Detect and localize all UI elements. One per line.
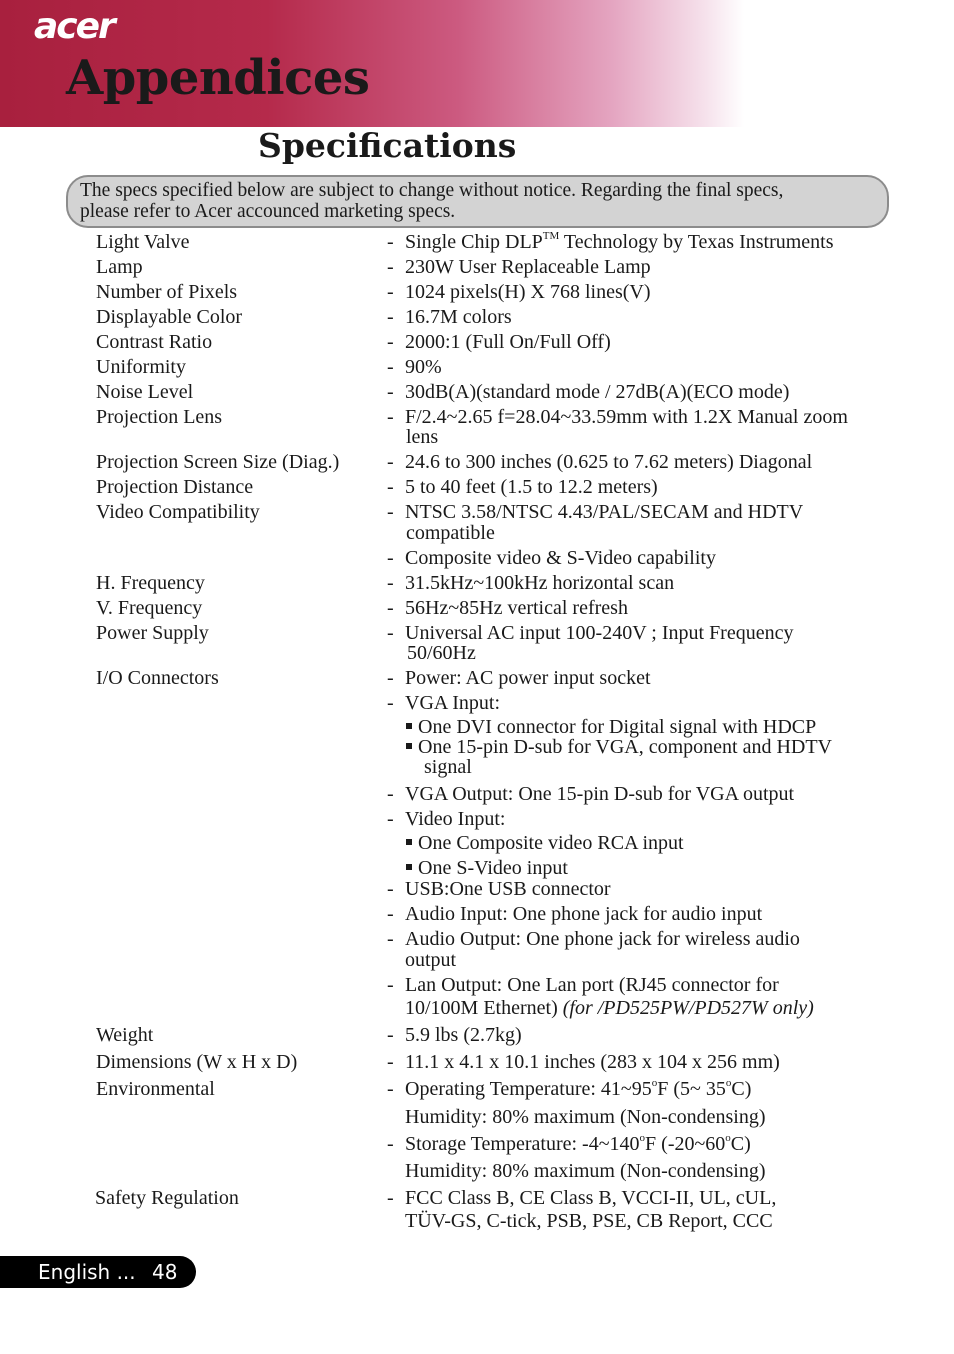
- spec-dash: -: [387, 547, 394, 569]
- spec-value: 1024 pixels(H) X 768 lines(V): [405, 281, 651, 303]
- spec-value: 230W User Replaceable Lamp: [405, 256, 651, 278]
- bullet-item: [406, 858, 568, 878]
- chapter-title: Appendices: [66, 50, 370, 106]
- spec-value: [405, 1134, 751, 1157]
- bullet-item: [406, 717, 816, 737]
- spec-dash: -: [387, 974, 394, 996]
- spec-value: VGA Input:: [405, 692, 500, 714]
- bullet-text: One S-Video input: [418, 857, 568, 879]
- spec-label: Light Valve: [96, 231, 190, 253]
- acer-logo: acer: [34, 6, 114, 47]
- value-text: F (5~ 35: [657, 1078, 726, 1100]
- spec-label: Projection Screen Size (Diag.): [96, 451, 340, 473]
- spec-label: Uniformity: [96, 356, 186, 378]
- spec-value: Lan Output: One Lan port (RJ45 connector for: [405, 974, 779, 996]
- spec-dash: -: [387, 476, 394, 498]
- spec-value-continued: TÜV-GS, C-tick, PSB, PSE, CB Report, CCC: [405, 1210, 773, 1232]
- spec-dash: -: [387, 451, 394, 473]
- spec-dash: -: [387, 667, 394, 689]
- spec-dash: -: [387, 903, 394, 925]
- bullet-text: One Composite video RCA input: [418, 832, 684, 854]
- spec-dash: -: [387, 622, 394, 644]
- humidity-operating: Humidity: 80% maximum (Non-condensing): [405, 1106, 766, 1128]
- spec-value: 31.5kHz~100kHz horizontal scan: [405, 572, 675, 594]
- spec-value: 5 to 40 feet (1.5 to 12.2 meters): [405, 476, 658, 498]
- spec-value: [405, 1079, 751, 1102]
- degree-superscript: o: [651, 1077, 658, 1089]
- trademark-superscript: TM: [542, 230, 560, 242]
- value-text: C): [731, 1078, 752, 1100]
- humidity-storage: Humidity: 80% maximum (Non-condensing): [405, 1160, 766, 1182]
- spec-label: Weight: [96, 1024, 154, 1046]
- spec-dash: -: [387, 783, 394, 805]
- spec-dash: -: [387, 1187, 394, 1209]
- spec-dash: -: [387, 1078, 394, 1100]
- value-text: F (-20~60: [645, 1133, 726, 1155]
- spec-dash: -: [387, 808, 394, 830]
- spec-label: Dimensions (W x H x D): [96, 1051, 298, 1073]
- spec-value: Power: AC power input socket: [405, 667, 651, 689]
- square-bullet-icon: [406, 743, 412, 749]
- spec-value: Universal AC input 100-240V ; Input Frequency: [405, 622, 794, 644]
- spec-value: 90%: [405, 356, 442, 378]
- square-bullet-icon: [406, 864, 412, 870]
- spec-label: H. Frequency: [96, 572, 205, 594]
- spec-value: 11.1 x 4.1 x 10.1 inches (283 x 104 x 256 mm): [405, 1051, 780, 1073]
- spec-label: Contrast Ratio: [96, 331, 213, 353]
- spec-dash: -: [387, 597, 394, 619]
- spec-value: Composite video & S-Video capability: [405, 547, 716, 569]
- spec-value-continued: [405, 998, 814, 1018]
- bullet-text: One 15-pin D-sub for VGA, component and HDTV: [418, 736, 833, 758]
- value-text: Technology by Texas Instruments: [559, 231, 834, 253]
- spec-value: 56Hz~85Hz vertical refresh: [405, 597, 628, 619]
- spec-dash: -: [387, 356, 394, 378]
- spec-dash: -: [387, 306, 394, 328]
- spec-dash: -: [387, 572, 394, 594]
- spec-dash: -: [387, 1051, 394, 1073]
- degree-superscript: o: [725, 1132, 731, 1144]
- spec-dash: -: [387, 281, 394, 303]
- spec-dash: -: [387, 501, 394, 523]
- spec-dash: -: [387, 331, 394, 353]
- spec-label: Safety Regulation: [95, 1187, 239, 1209]
- degree-superscript: o: [725, 1077, 732, 1089]
- spec-value-continued: lens: [406, 426, 439, 448]
- model-note: (for /PD525PW/PD527W only): [562, 997, 814, 1019]
- spec-value-continued: 50/60Hz: [407, 642, 476, 664]
- spec-dash: -: [387, 692, 394, 714]
- spec-value: VGA Output: One 15-pin D-sub for VGA output: [405, 783, 795, 805]
- spec-dash: -: [387, 928, 394, 950]
- spec-label: I/O Connectors: [96, 667, 219, 689]
- spec-value: 24.6 to 300 inches (0.625 to 7.62 meters) Diagonal: [405, 451, 813, 473]
- spec-label: Power Supply: [96, 622, 209, 644]
- specs-notice-box: [66, 175, 889, 228]
- value-text: Storage Temperature: -4~140: [405, 1133, 640, 1155]
- spec-value: 16.7M colors: [405, 306, 512, 328]
- spec-label: Displayable Color: [96, 306, 243, 328]
- bullet-item: [406, 833, 684, 853]
- spec-value: 5.9 lbs (2.7kg): [405, 1024, 522, 1046]
- page-number: 48: [152, 1260, 178, 1284]
- spec-label: Environmental: [96, 1078, 215, 1100]
- spec-dash: -: [387, 1133, 394, 1155]
- notice-line-1: The specs specified below are subject to change without notice. Regarding the final specs,: [80, 180, 784, 201]
- spec-value: FCC Class B, CE Class B, VCCI-II, UL, cUL,: [405, 1187, 777, 1209]
- spec-value: F/2.4~2.65 f=28.04~33.59mm with 1.2X Manual zoom: [405, 406, 848, 428]
- square-bullet-icon: [406, 839, 412, 845]
- spec-dash: -: [387, 1024, 394, 1046]
- spec-value: USB:One USB connector: [405, 878, 611, 900]
- lan-text: 10/100M Ethernet): [405, 997, 563, 1019]
- bullet-text: One DVI connector for Digital signal with HDCP: [418, 716, 817, 738]
- spec-label: Projection Lens: [96, 406, 223, 428]
- spec-label: V. Frequency: [96, 597, 203, 619]
- spec-label: Lamp: [96, 256, 143, 278]
- bullet-item: [406, 737, 832, 757]
- notice-line-2: please refer to Acer accounced marketing specs.: [80, 201, 456, 222]
- spec-dash: -: [387, 878, 394, 900]
- spec-value-continued: output: [405, 949, 457, 971]
- spec-value: Audio Input: One phone jack for audio input: [405, 903, 763, 925]
- value-text: Single Chip DLP: [405, 231, 543, 253]
- spec-value: [405, 232, 834, 255]
- spec-label: Projection Distance: [96, 476, 254, 498]
- spec-dash: -: [387, 256, 394, 278]
- footer-language: English ...: [38, 1260, 136, 1284]
- spec-value: Video Input:: [405, 808, 506, 830]
- spec-label: Noise Level: [96, 381, 194, 403]
- bullet-text-continued: signal: [424, 756, 472, 778]
- spec-value: Audio Output: One phone jack for wireless audio: [405, 928, 800, 950]
- spec-dash: -: [387, 406, 394, 428]
- page-footer-tab: [0, 1256, 196, 1288]
- spec-value: NTSC 3.58/NTSC 4.43/PAL/SECAM and HDTV: [405, 501, 804, 523]
- section-title: Specifications: [258, 126, 517, 165]
- spec-label: Video Compatibility: [96, 501, 260, 523]
- spec-value: 30dB(A)(standard mode / 27dB(A)(ECO mode): [405, 381, 790, 403]
- spec-value: 2000:1 (Full On/Full Off): [405, 331, 611, 353]
- value-text: C): [730, 1133, 751, 1155]
- value-text: Operating Temperature: 41~95: [405, 1078, 652, 1100]
- spec-label: Number of Pixels: [96, 281, 238, 303]
- spec-dash: -: [387, 231, 394, 253]
- square-bullet-icon: [406, 723, 412, 729]
- degree-superscript: o: [639, 1132, 646, 1144]
- spec-value-continued: compatible: [406, 522, 495, 544]
- spec-dash: -: [387, 381, 394, 403]
